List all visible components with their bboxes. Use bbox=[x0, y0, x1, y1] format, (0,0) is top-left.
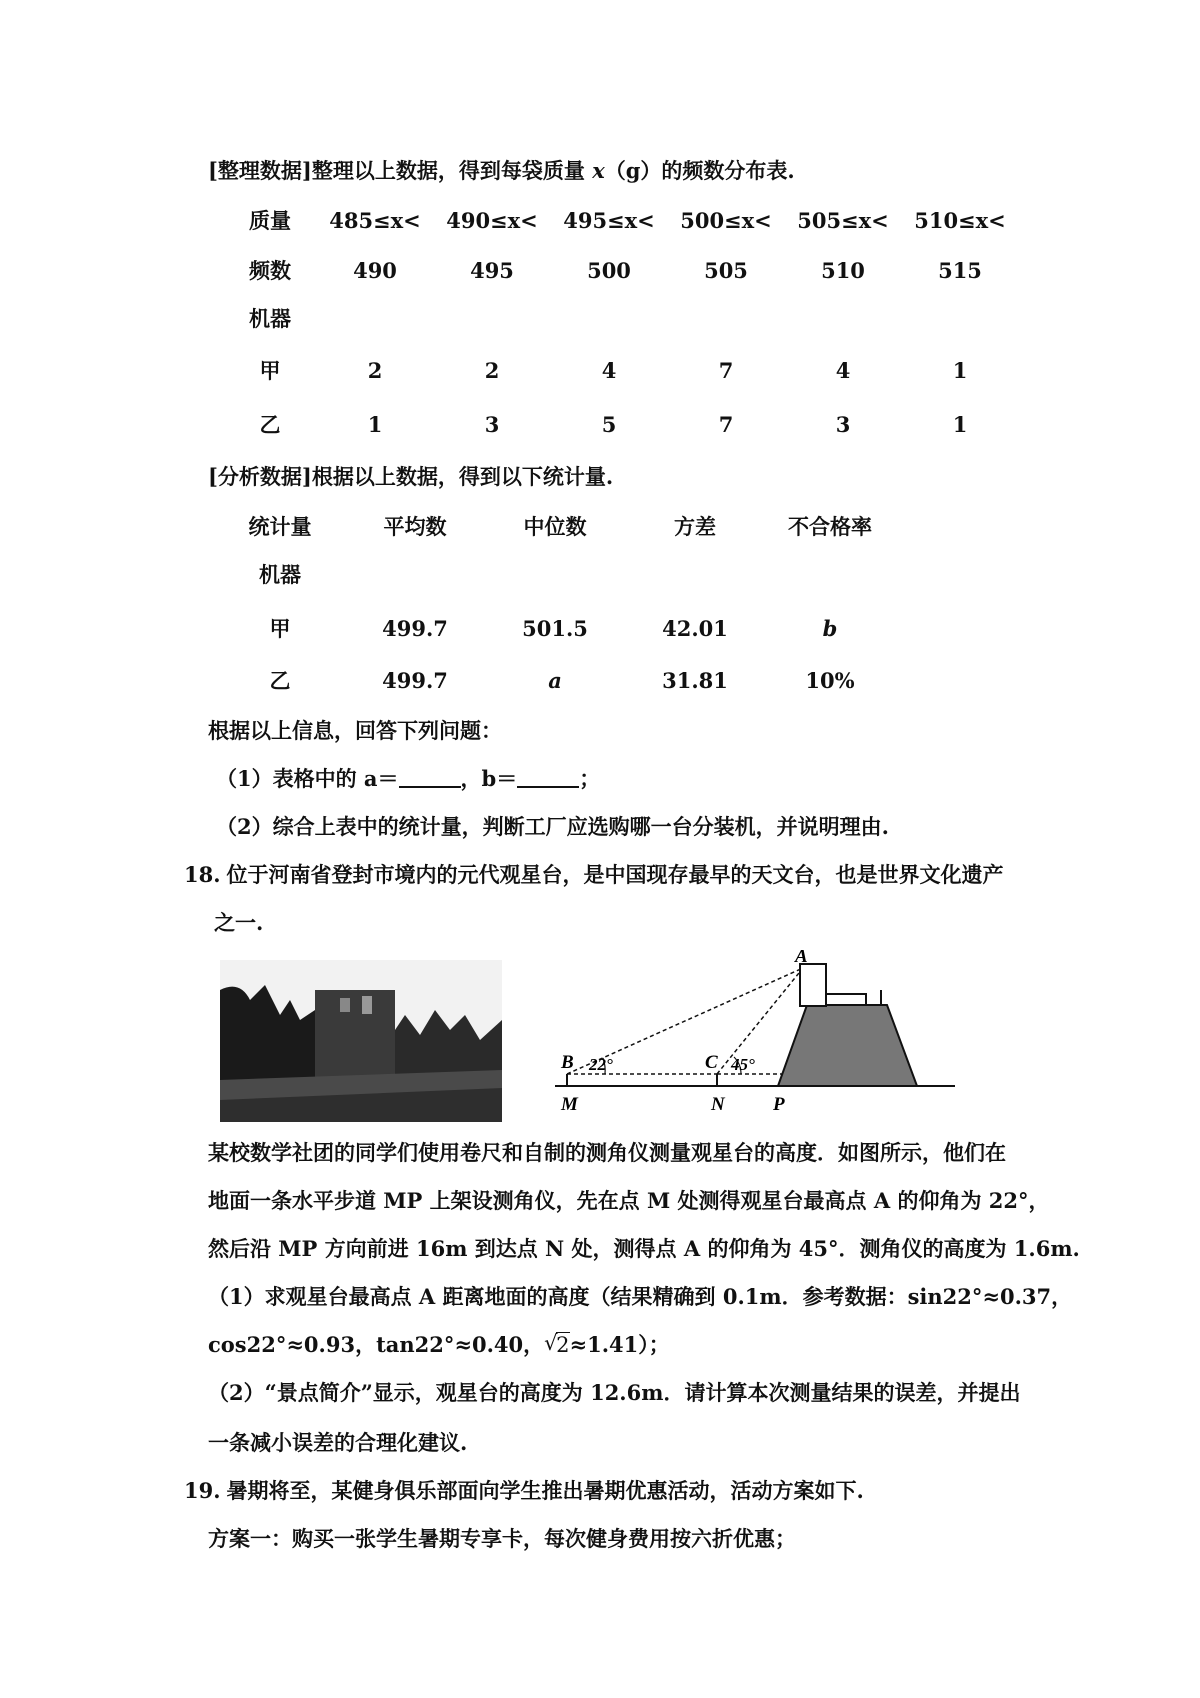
q18-part1-line2 bbox=[208, 1330, 670, 1360]
q18-line1-text: 位于河南省登封市境内的元代观星台，是中国现存最早的天文台，也是世界文化遗产 bbox=[226, 862, 1004, 887]
observatory-photo bbox=[220, 960, 502, 1122]
freq-cell: 3 bbox=[835, 412, 851, 437]
freq-bin-bottom: 495 bbox=[470, 258, 514, 283]
label-point-m: M bbox=[561, 1094, 578, 1115]
stats-header-label: 统计量 bbox=[248, 514, 312, 539]
freq-bin-bottom: 505 bbox=[704, 258, 748, 283]
section-organize-prefix: [整理数据]整理以上数据，得到每袋质量 bbox=[208, 158, 593, 183]
freq-cell: 4 bbox=[835, 358, 851, 383]
freq-row-machine: 甲 bbox=[259, 358, 281, 383]
q18-part1b-end: ≈1.41）； bbox=[569, 1332, 670, 1357]
stats-row-machine: 甲 bbox=[269, 616, 291, 641]
freq-bin-bottom: 490 bbox=[353, 258, 397, 283]
q19-number: 19. bbox=[184, 1478, 221, 1503]
q18-stem-line2: 之一. bbox=[214, 910, 264, 935]
q17-intro: 根据以上信息，回答下列问题： bbox=[208, 718, 502, 743]
label-point-p: P bbox=[773, 1094, 785, 1115]
freq-cell: 1 bbox=[952, 412, 968, 437]
label-angle-c: 45° bbox=[731, 1055, 755, 1074]
q19-line1-text: 暑期将至，某健身俱乐部面向学生推出暑期优惠活动，活动方案如下. bbox=[226, 1478, 864, 1503]
stats-row-machine: 乙 bbox=[269, 668, 291, 693]
q18-part2-line2: 一条减小误差的合理化建议. bbox=[208, 1430, 468, 1455]
q18-stem-line1 bbox=[184, 860, 1004, 890]
freq-bin-top: 500≤x< bbox=[680, 208, 772, 233]
freq-bin-bottom: 510 bbox=[821, 258, 865, 283]
q17-part2: （2）综合上表中的统计量，判断工厂应选购哪一台分装机，并说明理由. bbox=[216, 814, 889, 839]
sqrt-symbol: √ 2 bbox=[544, 1331, 570, 1357]
answer-blank-a bbox=[399, 766, 461, 788]
q18-number: 18. bbox=[184, 862, 221, 887]
freq-bin-top: 510≤x< bbox=[914, 208, 1006, 233]
stats-cell: a bbox=[548, 668, 562, 693]
q17-part1-b: ，b＝ bbox=[460, 766, 518, 791]
freq-header-machine: 机器 bbox=[249, 306, 291, 331]
q18-part2-line1: （2）“景点简介”显示，观星台的高度为 12.6m．请计算本次测量结果的误差，并提出 bbox=[208, 1380, 1021, 1405]
freq-bin-bottom: 515 bbox=[938, 258, 982, 283]
label-point-a: A bbox=[795, 950, 808, 967]
stats-cell: b bbox=[822, 616, 838, 641]
stats-cell: 42.01 bbox=[662, 616, 728, 641]
freq-cell: 1 bbox=[367, 412, 383, 437]
stats-cell: 499.7 bbox=[382, 616, 448, 641]
freq-bin-bottom: 500 bbox=[587, 258, 631, 283]
freq-cell: 2 bbox=[367, 358, 383, 383]
section-organize-var: x bbox=[592, 158, 605, 183]
freq-cell: 7 bbox=[718, 412, 734, 437]
q18-body-line1: 某校数学社团的同学们使用卷尺和自制的测角仪测量观星台的高度．如图所示，他们在 bbox=[208, 1140, 1006, 1165]
q17-part1-a: （1）表格中的 a＝ bbox=[216, 766, 399, 791]
q19-stem bbox=[184, 1476, 864, 1506]
freq-row-machine: 乙 bbox=[259, 412, 281, 437]
freq-header-quality: 质量 bbox=[249, 208, 291, 233]
section-organize-suffix: （g）的频数分布表. bbox=[604, 158, 795, 183]
freq-cell: 3 bbox=[484, 412, 500, 437]
q17-part1-end: ； bbox=[579, 766, 601, 791]
q18-part1b-text: cos22°≈0.93，tan22°≈0.40， bbox=[208, 1332, 545, 1357]
freq-header-freq: 频数 bbox=[249, 258, 291, 283]
q18-body-line3: 然后沿 MP 方向前进 16m 到达点 N 处，测得点 A 的仰角为 45°．测角仪的高度为 1.6m. bbox=[208, 1236, 1080, 1261]
stats-col-header: 中位数 bbox=[523, 514, 587, 539]
stats-col-header: 不合格率 bbox=[788, 514, 872, 539]
freq-bin-top: 495≤x< bbox=[563, 208, 655, 233]
freq-cell: 4 bbox=[601, 358, 617, 383]
freq-cell: 2 bbox=[484, 358, 500, 383]
stats-col-header: 平均数 bbox=[383, 514, 447, 539]
freq-bin-top: 490≤x< bbox=[446, 208, 538, 233]
stats-cell: 499.7 bbox=[382, 668, 448, 693]
label-point-c: C bbox=[705, 1052, 718, 1073]
section-analyze-heading: [分析数据]根据以上数据，得到以下统计量. bbox=[208, 464, 614, 489]
q18-body-line2: 地面一条水平步道 MP 上架设测角仪，先在点 M 处测得观星台最高点 A 的仰角为 22°， bbox=[208, 1188, 1050, 1213]
section-organize-heading bbox=[208, 156, 795, 186]
label-point-b: B bbox=[561, 1052, 574, 1073]
q18-part1-line1: （1）求观星台最高点 A 距离地面的高度（结果精确到 0.1m．参考数据：sin22°≈0.37， bbox=[208, 1284, 1073, 1309]
stats-cell: 31.81 bbox=[662, 668, 728, 693]
freq-bin-top: 485≤x< bbox=[329, 208, 421, 233]
freq-cell: 7 bbox=[718, 358, 734, 383]
stats-header-machine: 机器 bbox=[259, 562, 301, 587]
observatory-diagram bbox=[545, 950, 965, 1120]
q17-part1 bbox=[216, 764, 600, 794]
label-angle-b: 22° bbox=[589, 1055, 613, 1074]
freq-cell: 1 bbox=[952, 358, 968, 383]
freq-cell: 5 bbox=[601, 412, 617, 437]
sqrt-radicand: 2 bbox=[556, 1333, 570, 1357]
stats-cell: 10% bbox=[805, 668, 855, 693]
label-point-n: N bbox=[711, 1094, 725, 1115]
stats-cell: 501.5 bbox=[522, 616, 588, 641]
freq-bin-top: 505≤x< bbox=[797, 208, 889, 233]
stats-col-header: 方差 bbox=[674, 514, 716, 539]
answer-blank-b bbox=[517, 766, 579, 788]
q19-plan1: 方案一：购买一张学生暑期专享卡，每次健身费用按六折优惠； bbox=[208, 1526, 796, 1551]
